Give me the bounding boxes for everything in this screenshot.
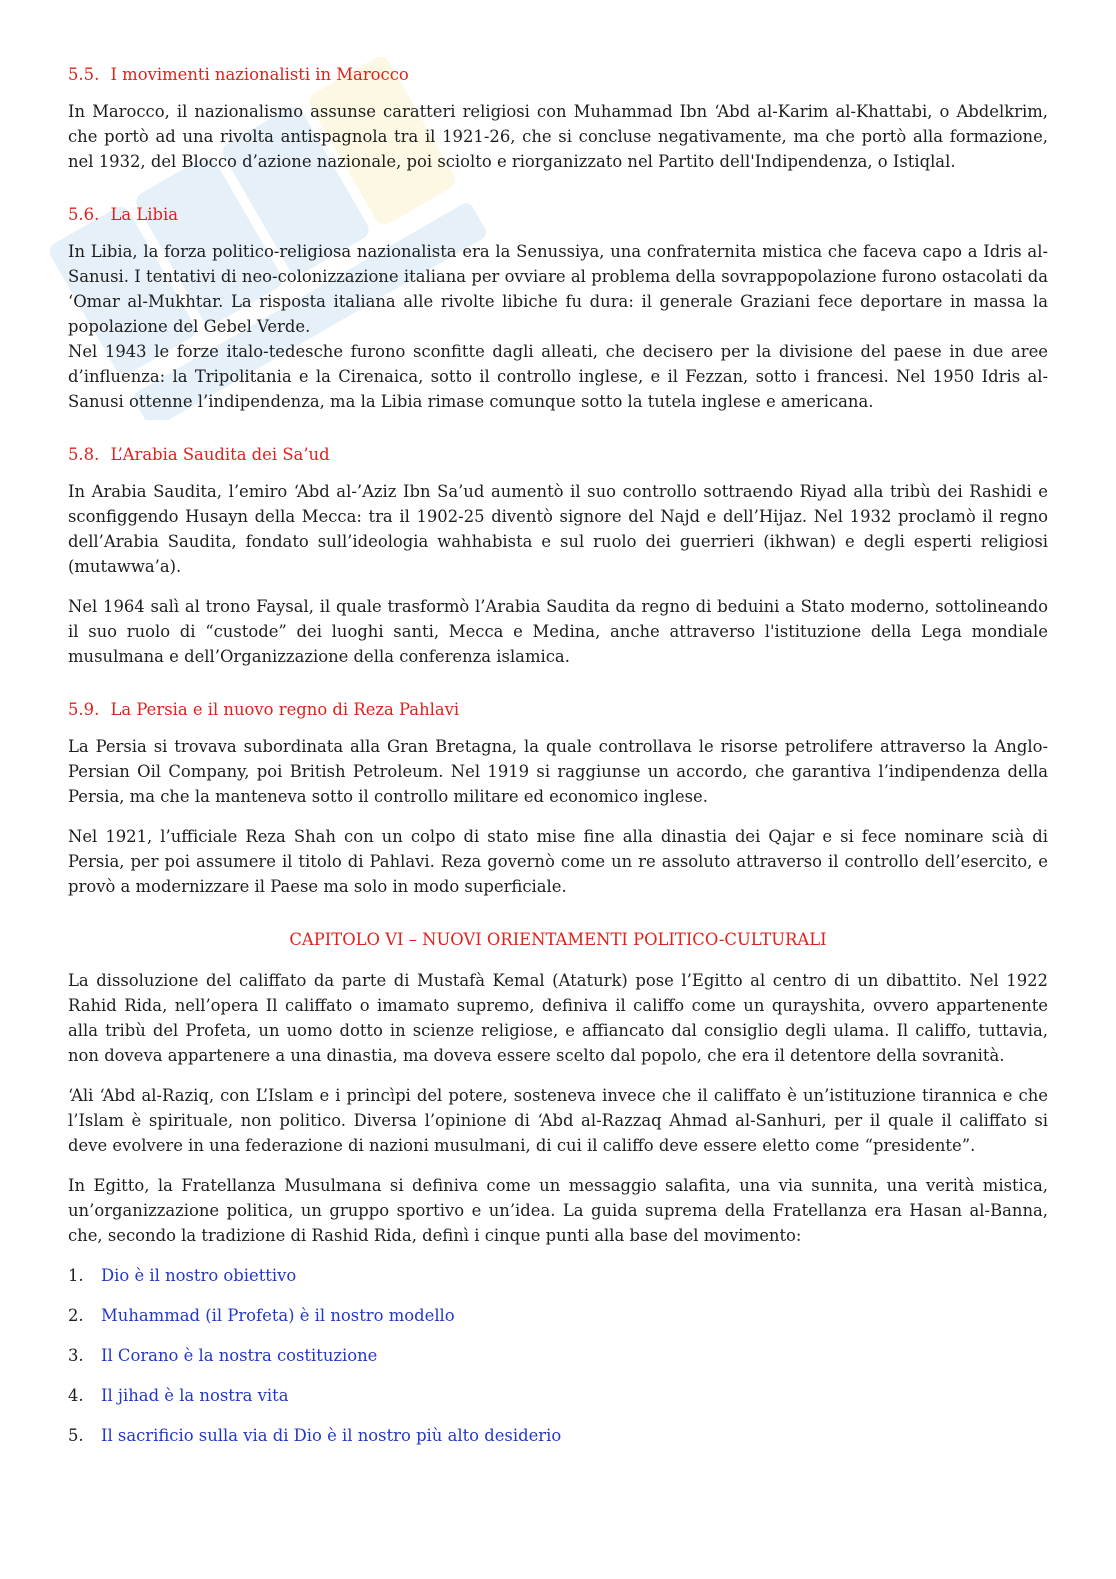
- section-heading-5-8: 5.8. L’Arabia Saudita dei Sa’ud: [68, 445, 330, 464]
- paragraph: In Egitto, la Fratellanza Musulmana si definiva come un messaggio salafita, una via sunnita, una verità mistica, un’organizzazione politica, un gruppo sportivo e un’idea. La guida suprema della Fratellanza era Hasan al-Banna, che, secondo la tradizione di Rashid Rida, definì i cinque punti alla base del movimento:: [68, 1176, 1048, 1245]
- chapter-title: CAPITOLO VI – NUOVI ORIENTAMENTI POLITICO-CULTURALI: [289, 930, 827, 949]
- section-heading-5-9: 5.9. La Persia e il nuovo regno di Reza Pahlavi: [68, 700, 460, 719]
- paragraph: La dissoluzione del califfato da parte di Mustafà Kemal (Ataturk) pose l’Egitto al centro di un dibattito. Nel 1922 Rahid Rida, nell’opera Il califfato o imamato supremo, definiva il califfo come un qurayshita, ovvero appartenente alla tribù del Profeta, un uomo dotto in scienze religiose, e affiancato dal consiglio degli ulama. Il califfo, tuttavia, non doveva appartenere a una dinastia, ma doveva essere scelto dal popolo, che era il detentore della sovranità.: [68, 971, 1048, 1065]
- paragraph: In Arabia Saudita, l’emiro ‘Abd al-’Aziz Ibn Sa’ud aumentò il suo controllo sottraendo Riyad alla tribù dei Rashidi e sconfiggendo Husayn della Mecca: tra il 1902-25 diventò signore del Najd e dell’Hijaz. Nel 1932 proclamò il regno dell’Arabia Saudita, fondato sull’ideologia wahhabista e sul ruolo dei guerrieri (ikhwan) e degli esperti religiosi (mutawwa’a).: [68, 482, 1048, 576]
- five-points-list: [68, 1263, 1048, 1448]
- list-item: 4. Il jihad è la nostra vita: [68, 1386, 289, 1405]
- paragraph: Nel 1921, l’ufficiale Reza Shah con un colpo di stato mise fine alla dinastia dei Qajar e si fece nominare scià di Persia, per poi assumere il titolo di Pahlavi. Reza governò come un re assoluto attraverso il controllo dell’esercito, e provò a modernizzare il Paese ma solo in modo superficiale.: [68, 827, 1048, 896]
- paragraph: Nel 1943 le forze italo-tedesche furono sconfitte dagli alleati, che decisero per la divisione del paese in due aree d’influenza: la Tripolitania e la Cirenaica, sotto il controllo inglese, e il Fezzan, sotto i francesi. Nel 1950 Idris al-Sanusi ottenne l’indipendenza, ma la Libia rimase comunque sotto la tutela inglese e americana.: [68, 342, 1048, 411]
- list-item: 2. Muhammad (il Profeta) è il nostro modello: [68, 1306, 455, 1325]
- paragraph: Nel 1964 salì al trono Faysal, il quale trasformò l’Arabia Saudita da regno di beduini a Stato moderno, sottolineando il suo ruolo di “custode” dei luoghi santi, Mecca e Medina, anche attraverso l'istituzione della Lega mondiale musulmana e dell’Organizzazione della conferenza islamica.: [68, 597, 1048, 666]
- paragraph: In Marocco, il nazionalismo assunse caratteri religiosi con Muhammad Ibn ‘Abd al-Karim al-Khattabi, o Abdelkrim, che portò ad una rivolta antispagnola tra il 1921-26, che si concluse negativamente, ma che portò alla formazione, nel 1932, del Blocco d’azione nazionale, poi sciolto e riorganizzato nel Partito dell'Indipendenza, o Istiqlal.: [68, 102, 1048, 171]
- list-item: 5. Il sacrificio sulla via di Dio è il nostro più alto desiderio: [68, 1426, 562, 1445]
- list-item: 1. Dio è il nostro obiettivo: [68, 1266, 297, 1285]
- section-heading-5-6: 5.6. La Libia: [68, 205, 178, 224]
- paragraph: La Persia si trovava subordinata alla Gran Bretagna, la quale controllava le risorse petrolifere attraverso la Anglo-Persian Oil Company, poi British Petroleum. Nel 1919 si raggiunse un accordo, che garantiva l’indipendenza della Persia, ma che la manteneva sotto il controllo militare ed economico inglese.: [68, 737, 1048, 806]
- paragraph: In Libia, la forza politico-religiosa nazionalista era la Senussiya, una confraternita mistica che faceva capo a Idris al-Sanusi. I tentativi di neo-colonizzazione italiana per ovviare al problema della sovrappopolazione furono ostacolati da ‘Omar al-Mukhtar. La risposta italiana alle rivolte libiche fu dura: il generale Graziani fece deportare in massa la popolazione del Gebel Verde.: [68, 242, 1048, 336]
- section-heading-5-5: 5.5. I movimenti nazionalisti in Marocco: [68, 65, 409, 84]
- paragraph: ‘Ali ‘Abd al-Raziq, con L’Islam e i princìpi del potere, sosteneva invece che il califfato è un’istituzione tirannica e che l’Islam è spirituale, non politico. Diversa l’opinione di ‘Abd al-Razzaq Ahmad al-Sanhuri, per il quale il califfato si deve evolvere in una federazione di nazioni musulmani, di cui il califfo deve essere eletto come “presidente”.: [68, 1086, 1048, 1155]
- document-page: [68, 62, 1048, 1463]
- list-item: 3. Il Corano è la nostra costituzione: [68, 1346, 378, 1365]
